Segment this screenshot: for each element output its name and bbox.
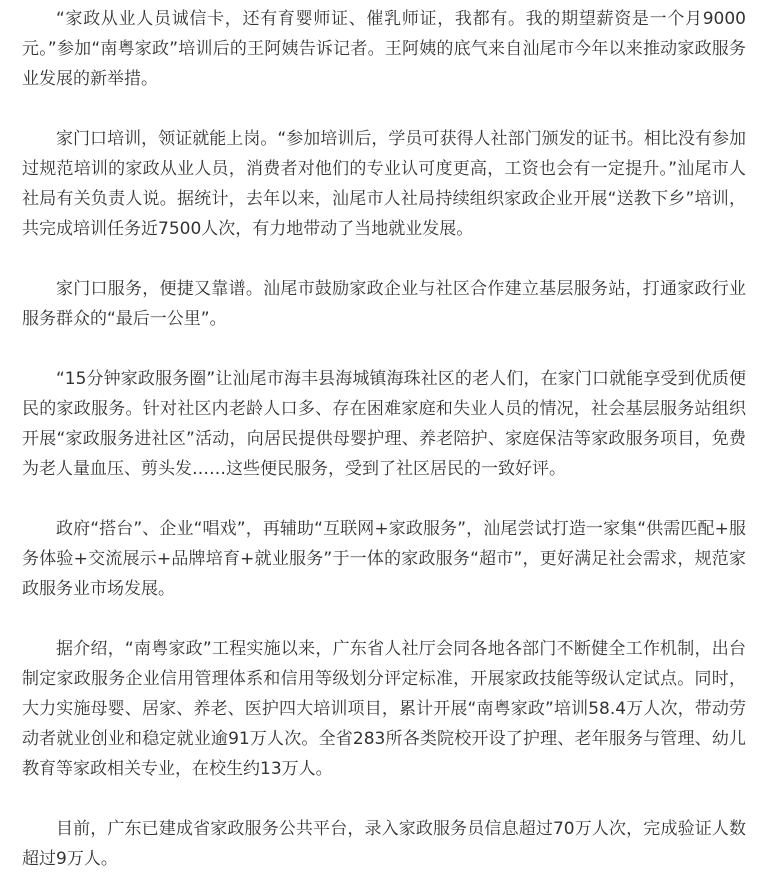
paragraph: 家门口培训，领证就能上岗。“参加培训后，学员可获得人社部门颁发的证书。相比没有参加过规范培训的家政从业人员，消费者对他们的专业认可度更高，工资也会有一定提升。”汕尾市人社局有关负责人说。据统计，去年以来，汕尾市人社局持续组织家政企业开展“送教下乡”培训，共完成培训任务近7500人次，有力地带动了当地就业发展。 <box>22 129 746 239</box>
paragraph: “15分钟家政服务圈”让汕尾市海丰县海城镇海珠社区的老人们，在家门口就能享受到优质便民的家政服务。针对社区内老龄人口多、存在困难家庭和失业人员的情况，社会基层服务站组织开展“家政服务进社区”活动，向居民提供母婴护理、养老陪护、家庭保洁等家政服务项目，免费为老人量血压、剪头发……这些便民服务，受到了社区居民的一致好评。 <box>22 369 746 479</box>
paragraph: 家门口服务，便捷又靠谱。汕尾市鼓励家政企业与社区合作建立基层服务站，打通家政行业服务群众的“最后一公里”。 <box>22 279 746 329</box>
paragraph: 政府“搭台”、企业“唱戏”，再辅助“互联网+家政服务”，汕尾尝试打造一家集“供需匹配+服务体验+交流展示+品牌培育+就业服务”于一体的家政服务“超市”，更好满足社会需求，规范家政服务业市场发展。 <box>22 519 746 599</box>
paragraph: 据介绍，“南粤家政”工程实施以来，广东省人社厅会同各地各部门不断健全工作机制，出台制定家政服务企业信用管理体系和信用等级划分评定标准，开展家政技能等级认定试点。同时，大力实施母婴、居家、养老、医护四大培训项目，累计开展“南粤家政”培训58.4万人次，带动劳动者就业创业和稳定就业逾91万人次。全省283所各类院校开设了护理、老年服务与管理、幼儿教育等家政相关专业，在校生约13万人。 <box>22 639 746 779</box>
paragraph: “家政从业人员诚信卡，还有育婴师证、催乳师证，我都有。我的期望薪资是一个月9000元。”参加“南粤家政”培训后的王阿姨告诉记者。王阿姨的底气来自汕尾市今年以来推动家政服务业发展的新举措。 <box>22 9 746 89</box>
paragraph: 目前，广东已建成省家政服务公共平台，录入家政服务员信息超过70万人次，完成验证人数超过9万人。 <box>22 819 746 869</box>
